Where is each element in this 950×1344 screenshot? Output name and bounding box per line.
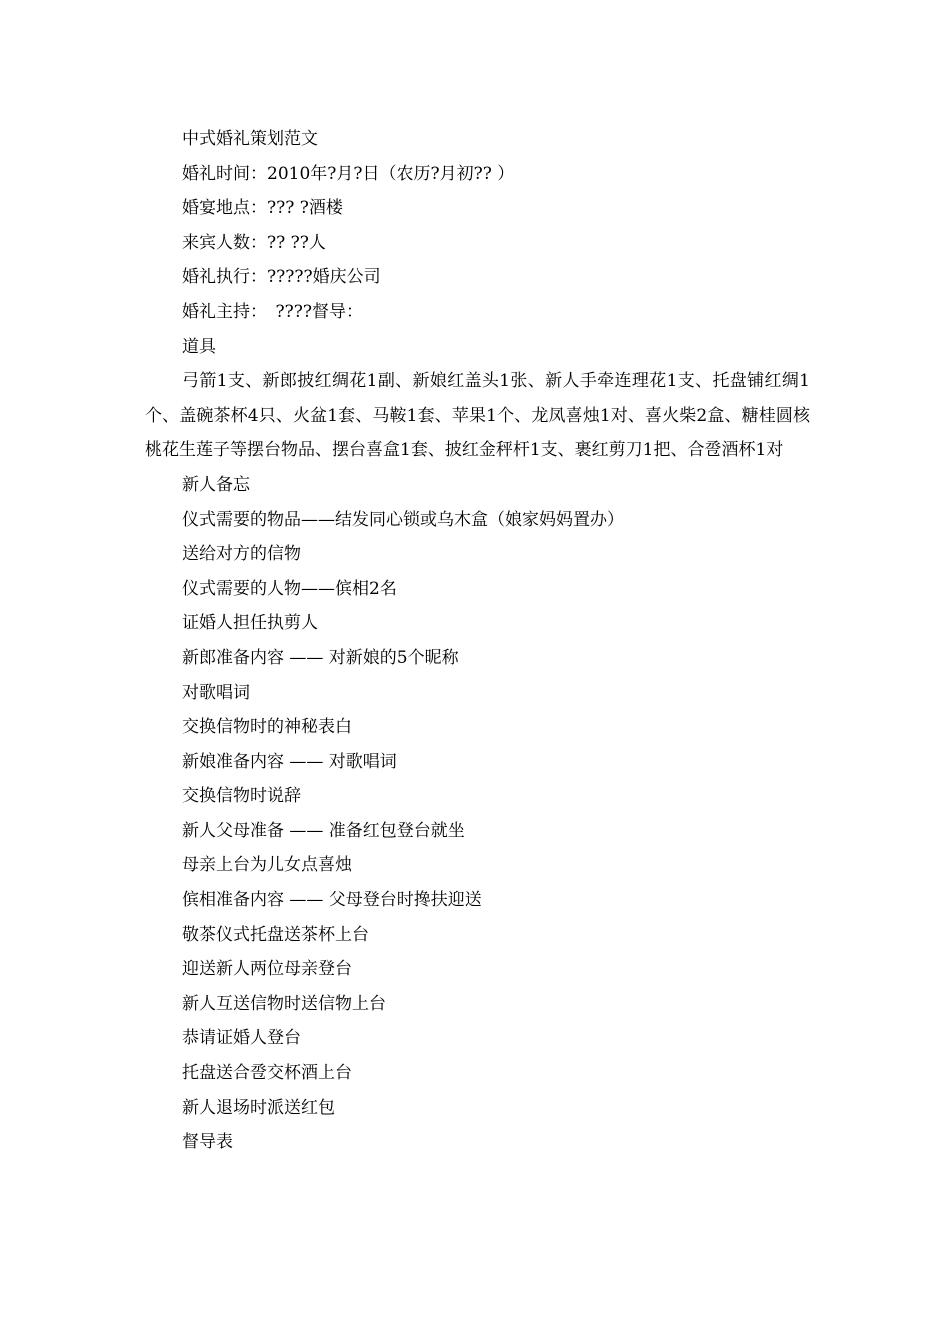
document-body xyxy=(145,122,810,1160)
memo-line: 母亲上台为儿女点喜烛 xyxy=(182,855,352,876)
banquet-venue-line: 婚宴地点：??? ?酒楼 xyxy=(182,198,343,219)
memo-line: 仪式需要的物品——结发同心锁或乌木盒（娘家妈妈置办） xyxy=(182,509,624,530)
props-paragraph: 弓箭1支、新郎披红绸花1副、新娘红盖头1张、新人手牵连理花1支、托盘铺红绸1个、盖碗茶杯4只、火盆1套、马鞍1套、苹果1个、龙凤喜烛1对、喜火柴2盒、糖桂圆核桃花生莲子等摆台物品、摆台喜盒1套、披红金秤杆1支、裹红剪刀1把、合卺酒杯1对 xyxy=(145,371,810,461)
wedding-host-line: 婚礼主持： ????督导： xyxy=(182,301,363,322)
document-title: 中式婚礼策划范文 xyxy=(182,129,318,149)
memo-line: 对歌唱词 xyxy=(182,682,250,703)
memo-line: 新郎准备内容 —— 对新娘的5个昵称 xyxy=(182,647,459,668)
memo-line: 仪式需要的人物——傧相2名 xyxy=(182,578,397,599)
memo-line: 交换信物时说辞 xyxy=(182,786,301,807)
memo-line: 托盘送合卺交杯酒上台 xyxy=(182,1063,352,1084)
memo-line: 送给对方的信物 xyxy=(182,544,301,565)
memo-line: 恭请证婚人登台 xyxy=(182,1028,301,1049)
props-heading: 道具 xyxy=(182,336,216,357)
memo-line: 新人退场时派送红包 xyxy=(182,1097,335,1118)
memo-line: 交换信物时的神秘表白 xyxy=(182,717,352,738)
memo-line: 新人互送信物时送信物上台 xyxy=(182,993,386,1014)
wedding-time-line: 婚礼时间：2010年?月?日（农历?月初?? ） xyxy=(182,163,515,184)
memo-line: 傧相准备内容 —— 父母登台时搀扶迎送 xyxy=(182,890,482,911)
memo-line: 敬茶仪式托盘送茶杯上台 xyxy=(182,924,369,945)
memo-line: 新娘准备内容 —— 对歌唱词 xyxy=(182,751,397,772)
memo-line: 迎送新人两位母亲登台 xyxy=(182,959,352,980)
memo-line: 新人父母准备 —— 准备红包登台就坐 xyxy=(182,820,465,841)
supervision-table-heading: 督导表 xyxy=(182,1132,233,1153)
memo-line: 证婚人担任执剪人 xyxy=(182,613,318,634)
wedding-executor-line: 婚礼执行：?????婚庆公司 xyxy=(182,267,381,288)
memo-heading: 新人备忘 xyxy=(182,474,250,495)
guest-count-line: 来宾人数：?? ??人 xyxy=(182,232,326,253)
